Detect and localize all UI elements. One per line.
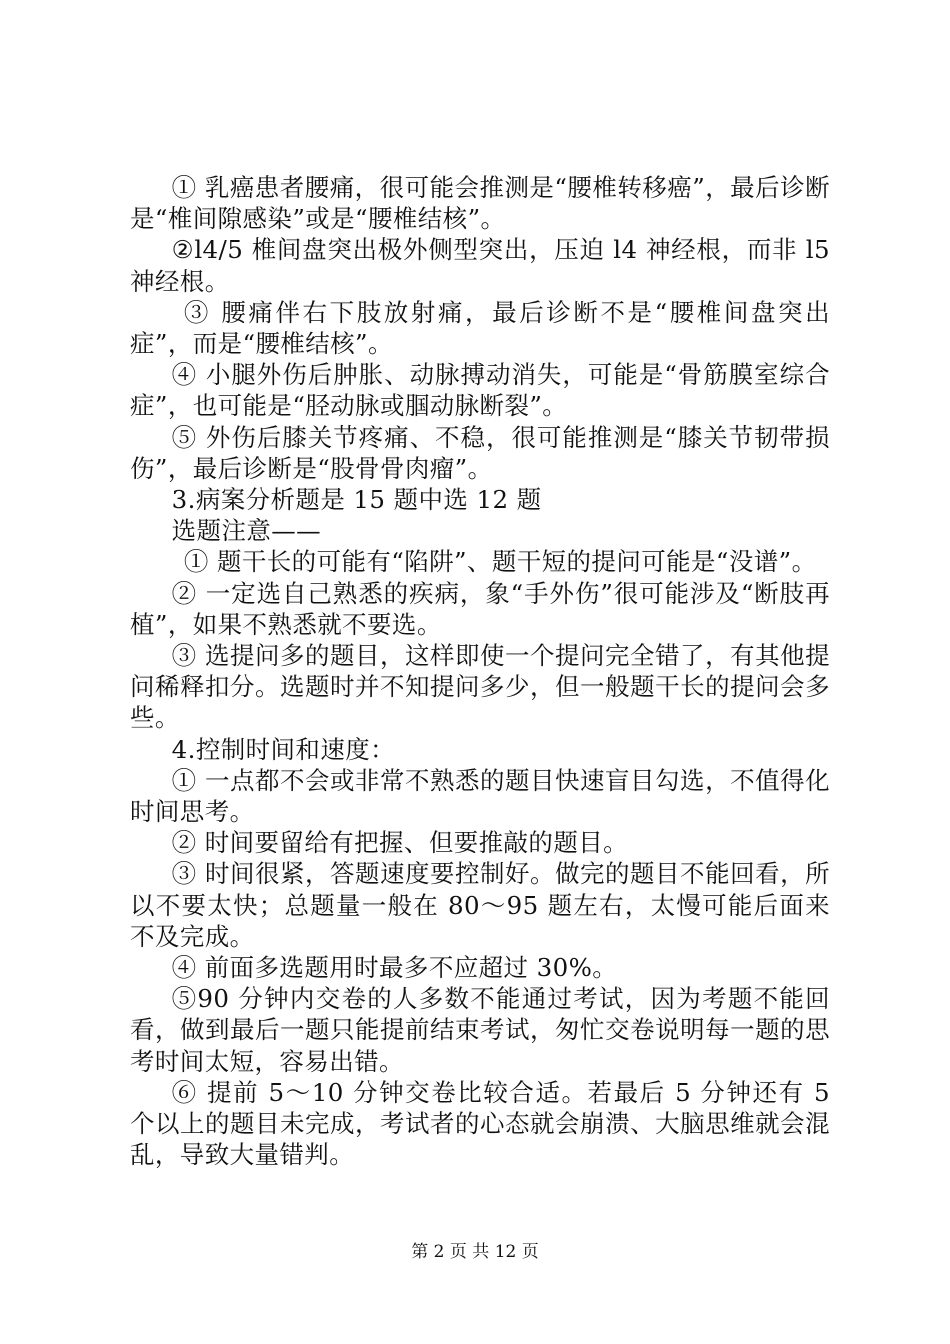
document-body: [130, 172, 830, 1171]
paragraph-1: ① 乳癌患者腰痛，很可能会推测是“腰椎转移癌”，最后诊断是“椎间隙感染”或是“腰椎结核”。: [130, 173, 830, 234]
paragraph-9: ① 一点都不会或非常不熟悉的题目快速盲目勾选，不值得化时间思考。: [130, 765, 830, 827]
paragraph-4: ④ 小腿外伤后肿胀、动脉搏动消失，可能是“骨筋膜室综合症”，也可能是“胫动脉或腘动脉断裂”。: [130, 360, 830, 421]
page-number-footer: 第 2 页 共 12 页: [411, 1242, 539, 1262]
paragraph-14: ⑥ 提前 5～10 分钟交卷比较合适。若最后 5 分钟还有 5 个以上的题目未完成，考试者的心态就会崩溃、大脑思维就会混乱，导致大量错判。: [130, 1077, 830, 1170]
paragraph-3: ③ 腰痛伴右下肢放射痛，最后诊断不是“腰椎间盘突出症”，而是“腰椎结核”。: [130, 297, 830, 359]
paragraph-6: ① 题干长的可能有“陷阱”、题干短的提问可能是“没谱”。: [183, 547, 817, 577]
paragraph-13: ⑤90 分钟内交卷的人多数不能通过考试，因为考题不能回看，做到最后一题只能提前结束考试，匆忙交卷说明每一题的思考时间太短，容易出错。: [130, 984, 830, 1076]
paragraph-12: ④ 前面多选题用时最多不应超过 30%。: [171, 953, 618, 983]
section-heading-4: 4.控制时间和速度：: [171, 734, 396, 764]
paragraph-7: ② 一定选自己熟悉的疾病，象“手外伤”很可能涉及“断肢再植”，如果不熟悉就不要选。: [130, 578, 830, 639]
paragraph-2: ②l4/5 椎间盘突出极外侧型突出，压迫 l4 神经根，而非 l5 神经根。: [130, 235, 830, 296]
paragraph-10: ② 时间要留给有把握、但要推敲的题目。: [171, 828, 629, 858]
section-heading-3: 3.病案分析题是 15 题中选 12 题: [171, 485, 542, 515]
paragraph-11: ③ 时间很紧，答题速度要控制好。做完的题目不能回看，所以不要太快；总题量一般在 80～95 题左右，太慢可能后面来不及完成。: [130, 859, 830, 951]
paragraph-8: ③ 选提问多的题目，这样即使一个提问完全错了，有其他提问稀释扣分。选题时并不知提问多少，但一般题干长的提问会多些。: [130, 641, 830, 733]
paragraph-5: ⑤ 外伤后膝关节疼痛、不稳，很可能推测是“膝关节韧带损伤”，最后诊断是“股骨骨肉瘤”。: [130, 422, 830, 483]
subheading-selection-notes: 选题注意——: [171, 516, 322, 546]
